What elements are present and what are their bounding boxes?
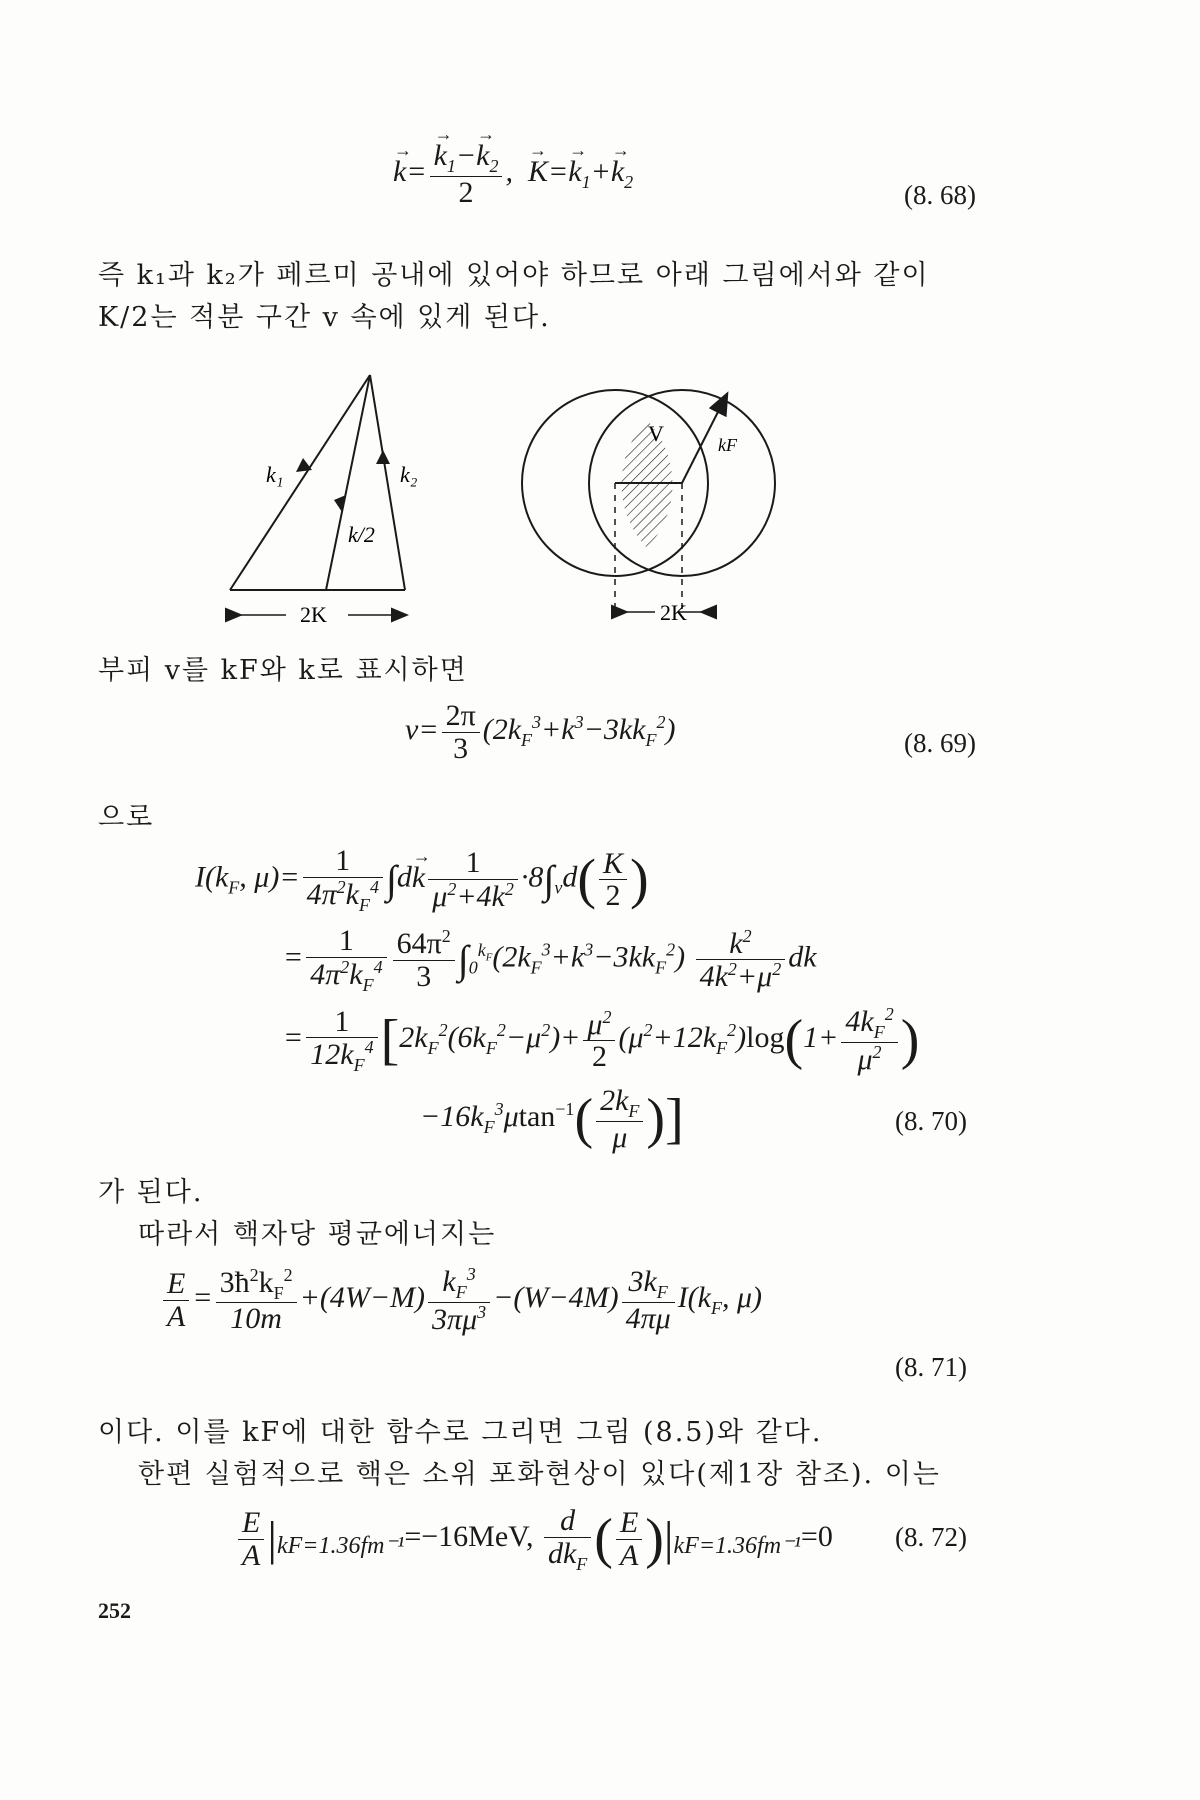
equation-8-70-line-3: = $\frac{1}{12k_F^4}$ [$2k_F^2(6k_F^2-\mu^2)+$ $\frac{\mu^2}{2}$ $(\mu^2+12k_F^2)\log(1+$ $\frac{4k_F^2}{\mu^2}$ ) [283,1004,920,1076]
equation-8-69: v= $\frac{2\pi}{3}$ $(2k_F^3+k^3-3kk_F^2)$ [405,699,676,765]
page-number: 252 [98,1598,131,1623]
line-volume: 부피 v를 kF와 k로 표시하면 [98,655,468,686]
label-k1: k₁ [266,462,284,487]
eq72-value-1: =−16MeV, [404,1520,534,1554]
label-k-half: k/2 [348,522,375,547]
equation-number-8-72: (8. 72) [895,1522,967,1552]
equation-8-72: $\frac{E}{A}$ $|_{kF=1.36fm^{-1}}=-16MeV$, $\frac{d}{dk_F}$ ( $\frac{E}{A}$ )$|_{kF=1.36fm^{-1}}=0$ [235,1505,833,1573]
triangle-lines [230,375,405,590]
label-v: V [648,421,664,446]
label-kf: kF [718,435,737,455]
equation-8-70-line-2: = $\frac{1}{4\pi^2k_F^4}$ $\frac{64\pi^2}{3}$ $\int_0^{k_F}(2k_F^3+k^3-3kk_F^2)$ $\frac{k^2}{4k^2+\mu^2}$ dk [283,924,817,995]
label-2k-left: 2K [300,602,327,627]
line-is: 이다. 이를 kF에 대한 함수로 그리면 그림 (8.5)와 같다. [98,1417,823,1448]
eq72-value-2: =0 [800,1520,833,1554]
equation-number-8-71: (8. 71) [895,1352,967,1382]
label-k2: k₂ [400,462,418,487]
equation-8-71: $\frac{E}{A}$ = $\frac{3ħ^2k_F^2}{10m}$ +(4W−M) $\frac{k_F^3}{3\pi\mu^3}$ −(W−4M) $\frac{3k_F}{4\pi\mu}$ $I(k_F$, μ) [160,1265,762,1335]
line-becomes: 가 된다. [98,1177,204,1208]
equation-8-70-line-4: $-16k_F^3\mu\tan^{-1}$( $\frac{2k_F}{\mu}$ )] [420,1084,684,1154]
paragraph-1-line-1: 즉 k₁과 k₂가 페르미 공내에 있어야 하므로 아래 그림에서와 같이 [98,260,930,291]
equation-number-8-69: (8. 69) [904,728,976,758]
figure-overlapping-spheres [520,365,900,635]
radius-arrow [682,402,723,483]
equation-8-70-line-1: $I(k_F$, μ)= $\frac{1}{4\pi^2k_F^4}$ ∫d→ k $\frac{1}{\mu^2+4k^2}$ $\cdot 8\int_vd$( $\frac{K}{2}$ ) [195,845,649,914]
equation-number-8-70: (8. 70) [895,1106,967,1136]
eq72-condition-1: kF=1.36fm⁻¹ [276,1533,405,1560]
equation-8-68: → k= → $\frac{k_1-\to k_2}{2}$ , → $K=\to k_1+\to k_2$ [393,140,633,208]
line-experiment: 한편 실험적으로 핵은 소위 포화현상이 있다(제1장 참조). 이는 [138,1459,941,1490]
triangle-arrows [296,450,390,512]
eq72-condition-2: kF=1.36fm⁻¹ [673,1533,801,1560]
paragraph-1-line-2: K/2는 적분 구간 v 속에 있게 된다. [98,302,551,333]
equation-number-8-68: (8. 68) [904,180,976,210]
label-2k-right: 2K [660,600,687,625]
line-so: 으로 [98,802,155,833]
figure-vector-triangle [200,360,440,630]
line-therefore: 따라서 핵자당 평균에너지는 [138,1219,497,1250]
